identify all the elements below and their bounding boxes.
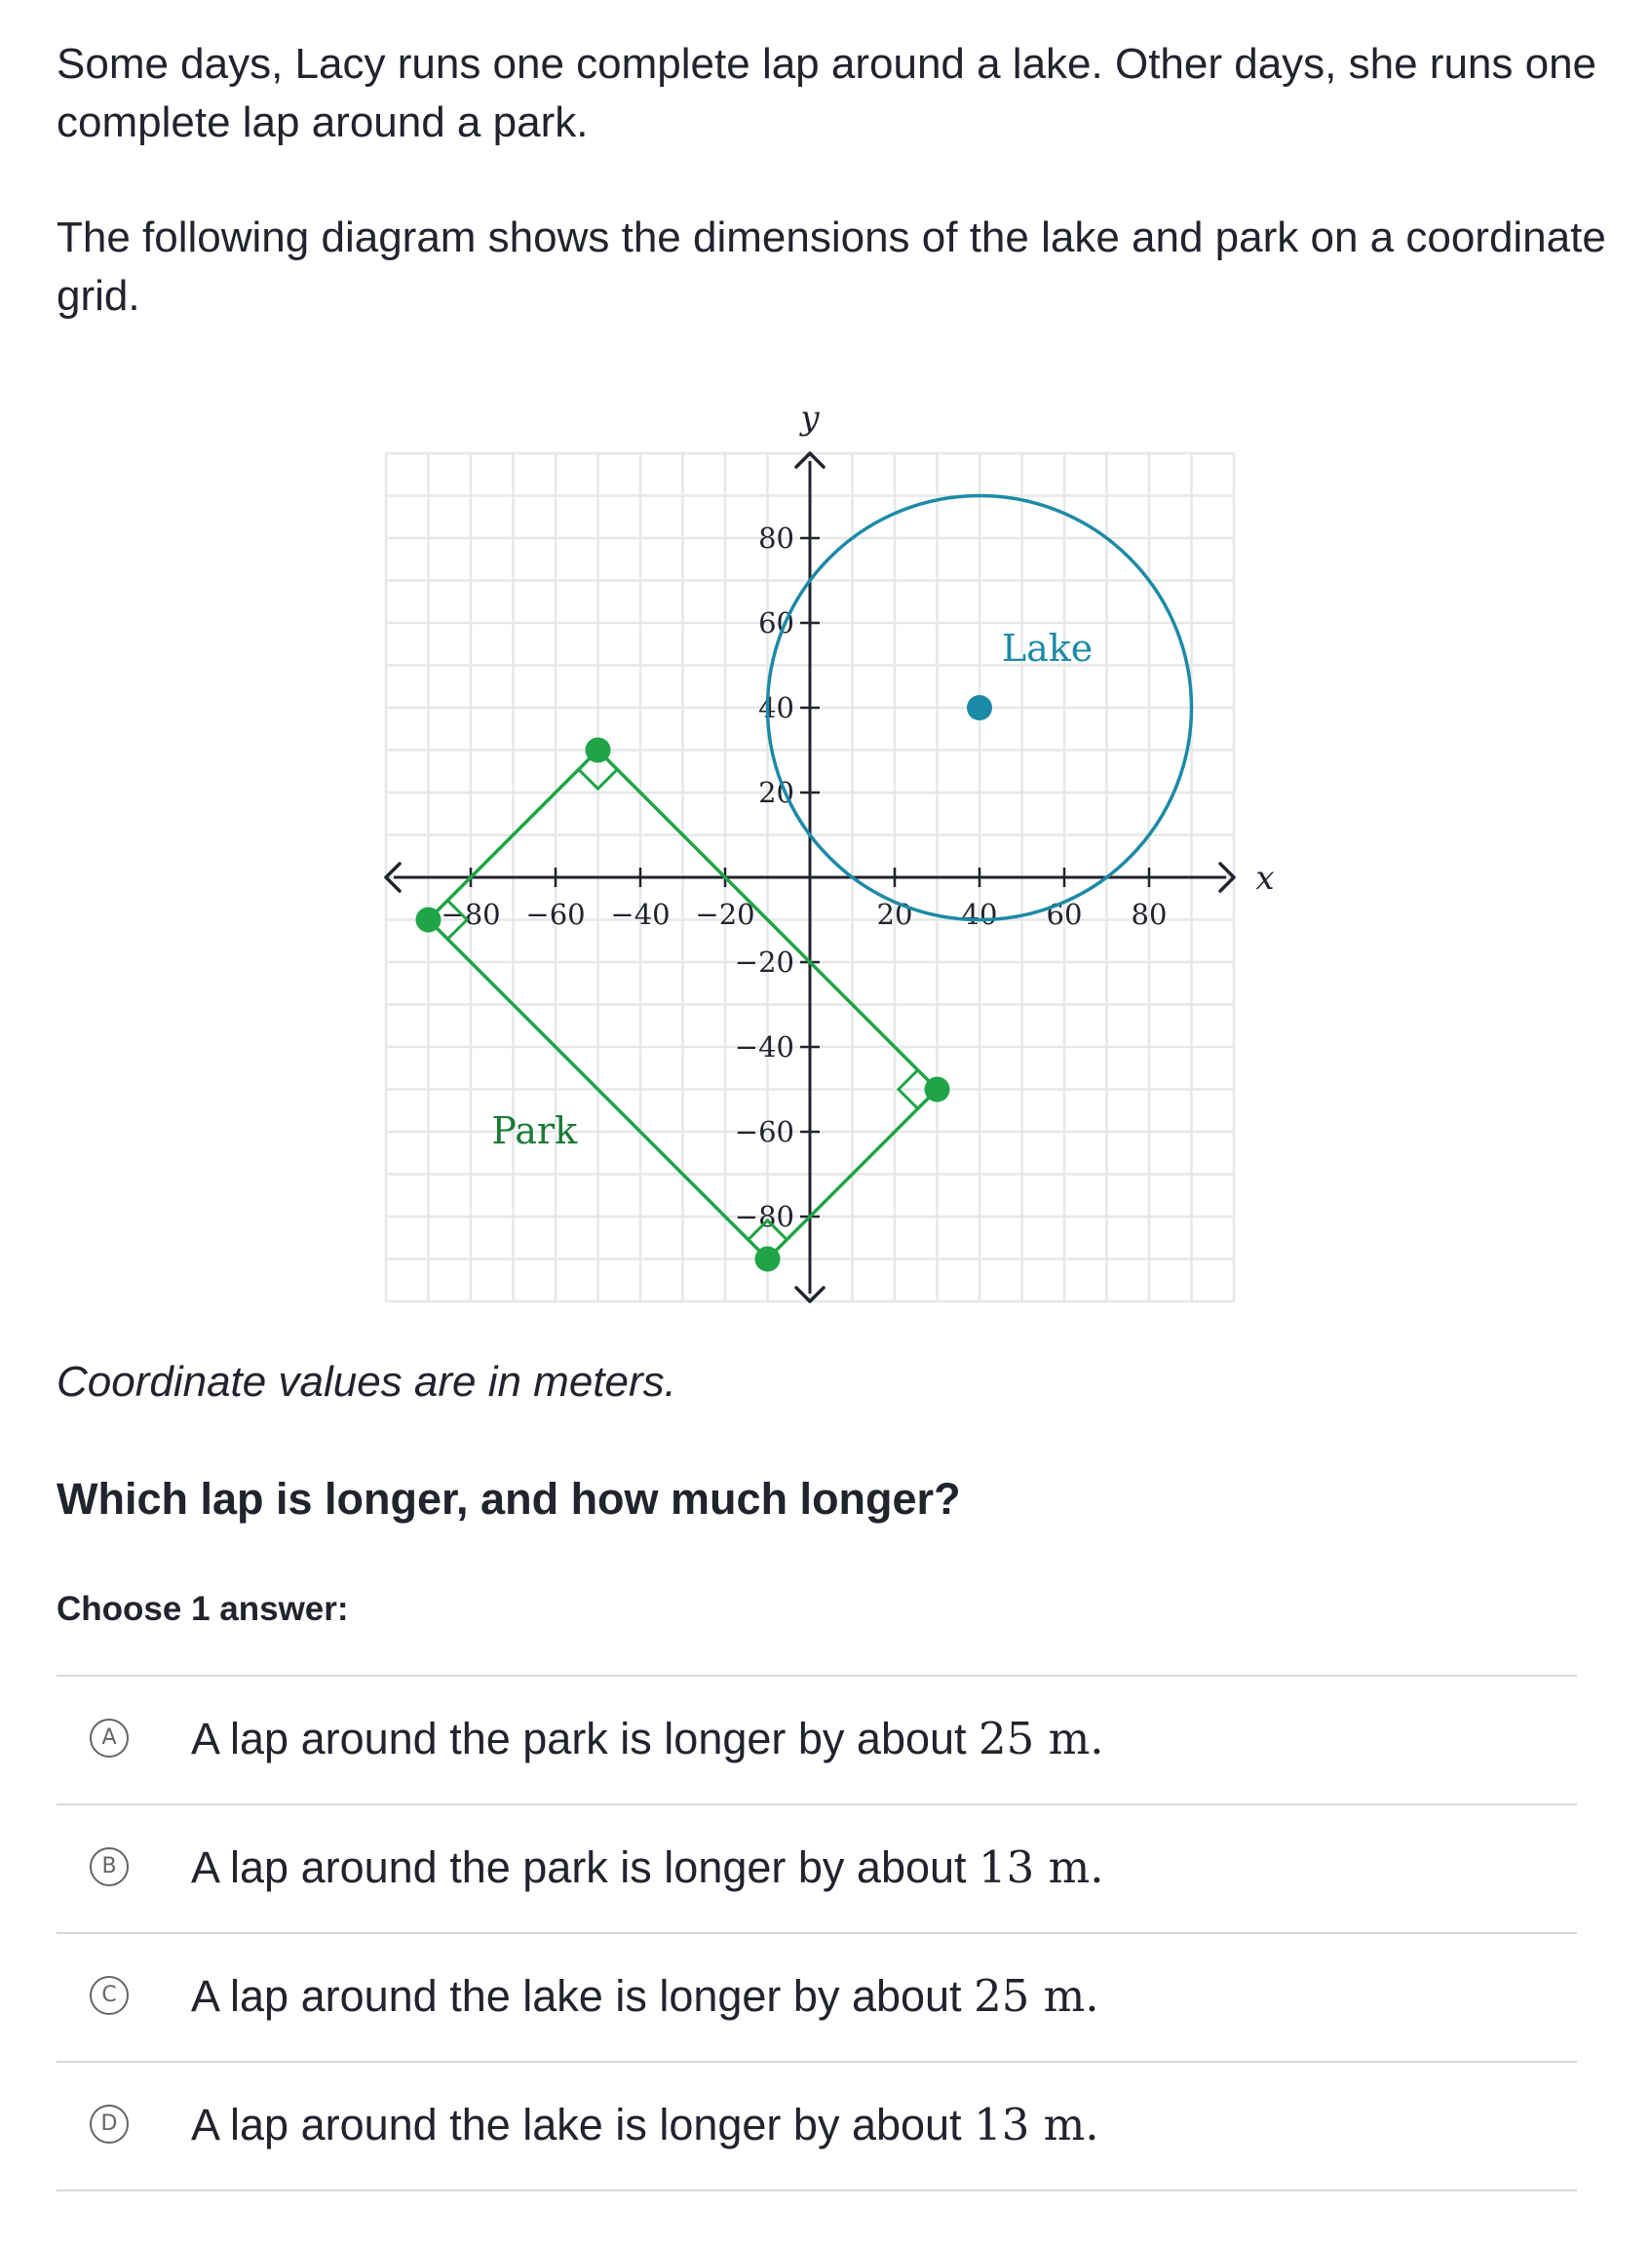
choice-b[interactable] <box>57 1805 1577 1934</box>
park-label: Park <box>491 1109 578 1152</box>
choice-b-letter-icon: B <box>90 1847 129 1886</box>
y-tick-label: 60 <box>758 606 794 639</box>
y-tick-label: 40 <box>758 691 794 724</box>
x-tick-label: −20 <box>695 898 755 931</box>
y-tick-label: 20 <box>758 776 794 809</box>
intro-paragraph-1: Some days, Lacy runs one complete lap around a lake. Other days, she runs one complete lap around a park. <box>57 40 1597 146</box>
y-tick-label: −20 <box>734 946 794 979</box>
choice-c-text: A lap around the lake is longer by about 25 m. <box>191 1970 1099 2022</box>
park-vertex-point <box>586 738 611 763</box>
x-tick-label: −60 <box>525 898 586 931</box>
lake-center-point <box>967 695 992 720</box>
y-tick-label: −40 <box>734 1030 794 1064</box>
choice-c-letter-icon: C <box>90 1976 129 2015</box>
park-vertex-point <box>925 1077 950 1103</box>
choice-c[interactable] <box>57 1934 1577 2063</box>
choice-d-text: A lap around the lake is longer by about 13 m. <box>191 2099 1099 2150</box>
x-tick-label: −80 <box>441 898 501 931</box>
choice-d-letter-icon: D <box>90 2105 129 2144</box>
coordinate-units-caption: Coordinate values are in meters. <box>57 1358 676 1406</box>
x-tick-label: −40 <box>610 898 671 931</box>
y-tick-label: −60 <box>734 1115 794 1148</box>
lake-label: Lake <box>1001 627 1094 671</box>
x-tick-label: 80 <box>1131 898 1168 931</box>
choice-d[interactable] <box>57 2063 1577 2191</box>
answer-choices <box>57 1675 1577 2191</box>
x-tick-label: 20 <box>876 898 913 931</box>
y-axis-label: y <box>800 399 820 438</box>
choice-a[interactable] <box>57 1677 1577 1805</box>
choice-a-text: A lap around the park is longer by about 25 m. <box>191 1713 1104 1764</box>
coordinate-graph <box>331 380 1287 1316</box>
choice-a-letter-icon: A <box>90 1719 129 1758</box>
intro-paragraph-2: The following diagram shows the dimensions of the lake and park on a coordinate grid. <box>57 213 1606 320</box>
x-tick-label: 60 <box>1046 898 1083 931</box>
y-tick-label: 80 <box>758 522 794 555</box>
choose-label: Choose 1 answer: <box>57 1590 349 1628</box>
park-vertex-point <box>416 908 442 933</box>
park-vertex-point <box>755 1247 781 1272</box>
x-axis-label: x <box>1255 859 1275 898</box>
x-tick-label: 40 <box>961 898 998 931</box>
y-tick-label: −80 <box>734 1200 794 1233</box>
question-prompt: Which lap is longer, and how much longer? <box>57 1474 961 1524</box>
choice-b-text: A lap around the park is longer by about 13 m. <box>191 1841 1104 1893</box>
